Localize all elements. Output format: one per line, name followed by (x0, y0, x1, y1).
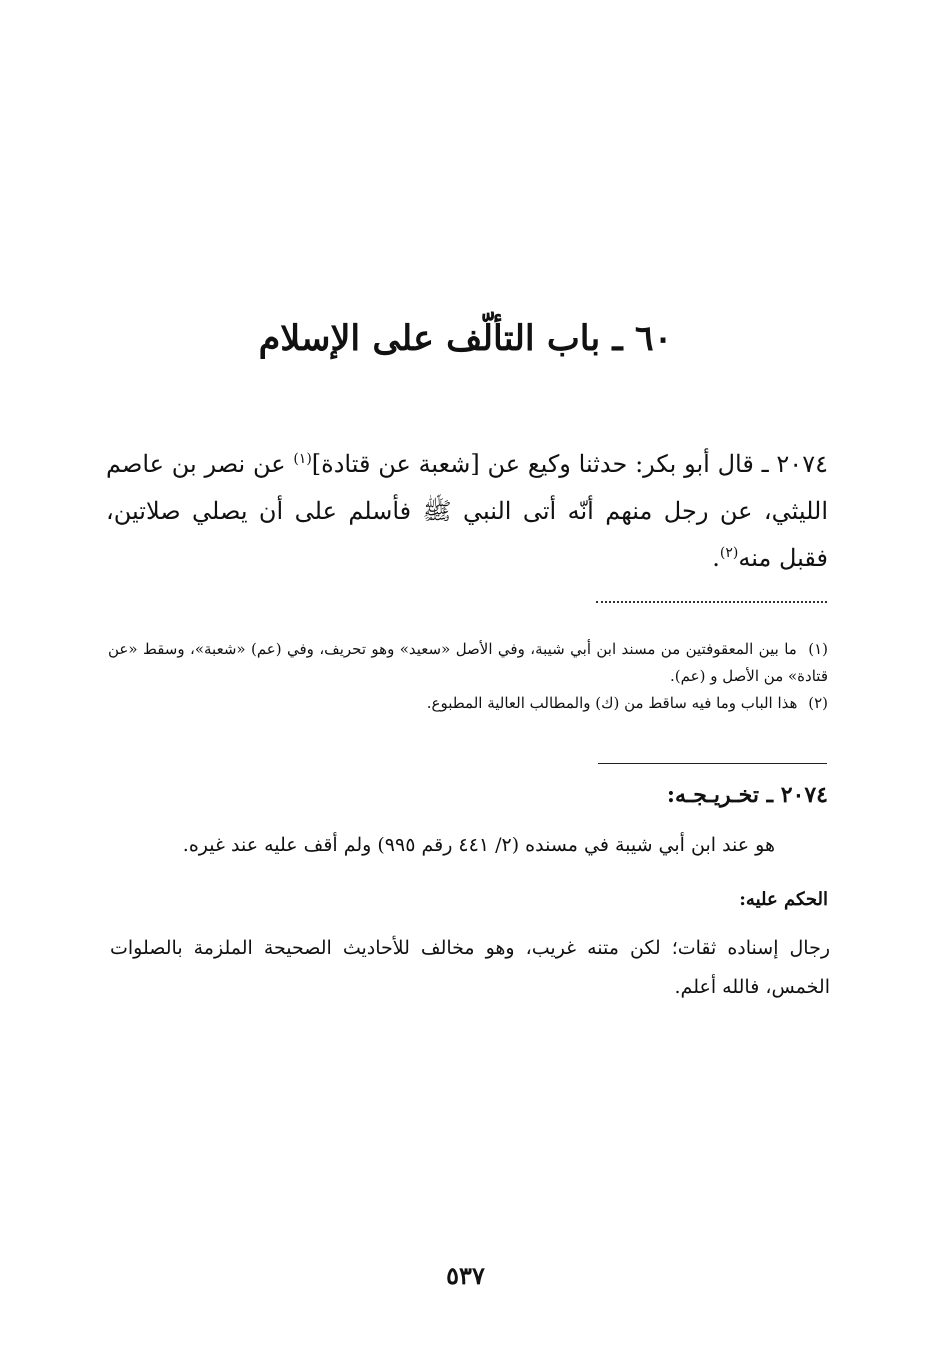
footnote-1-mark: (١) (808, 640, 828, 658)
footnote-ref-1: (١) (293, 451, 312, 467)
page-number: ٥٣٧ (446, 1261, 485, 1290)
hukm-text: رجال إسناده ثقات؛ لكن متنه غريب، وهو مخالف للأحاديث الصحيحة الملزمة بالصلوات الخمس، فالله أعلم. (110, 937, 830, 998)
hadith-text-part1: قال أبو بكر: حدثنا وكيع عن [شعبة عن قتادة] (311, 450, 754, 478)
footnote-ref-2: (٢) (719, 545, 739, 561)
section-divider (598, 763, 827, 764)
footnote-2-mark: (٢) (808, 694, 828, 712)
takhrij-heading: ٢٠٧٤ ـ تخـريـجـه: (666, 782, 828, 808)
hukm-heading: الحكم عليه: (739, 889, 828, 910)
hadith-text (106, 441, 828, 582)
hadith-number: ٢٠٧٤ ـ (761, 450, 828, 478)
hadith-text-end: . (712, 544, 720, 572)
footnote-2 (108, 690, 828, 717)
footnote-1-text: ما بين المعقوفتين من مسند ابن أبي شيبة، وفي الأصل «سعيد» وهو تحريف، وفي (عم) «شعبة»، وسقط «عن قتادة» من الأصل و (عم). (108, 640, 828, 685)
takhrij-text: هو عند ابن أبي شيبة في مسنده (٢/ ٤٤١ رقم ٩٩٥) ولم أقف عليه عند غيره. (182, 834, 775, 856)
chapter-title: ٦٠ ـ باب التألّف على الإسلام (258, 318, 673, 359)
footnotes (108, 636, 828, 717)
footnote-separator-dots (596, 601, 827, 603)
footnote-1 (108, 636, 828, 690)
footnote-2-text: هذا الباب وما فيه ساقط من (ك) والمطالب العالية المطبوع. (426, 694, 798, 712)
hadith-text-part2: عن نصر بن عاصم الليثي، عن رجل منهم أنّه أتى النبي ﷺ فأسلم على أن يصلي صلاتين، فقبل منه (106, 450, 828, 572)
